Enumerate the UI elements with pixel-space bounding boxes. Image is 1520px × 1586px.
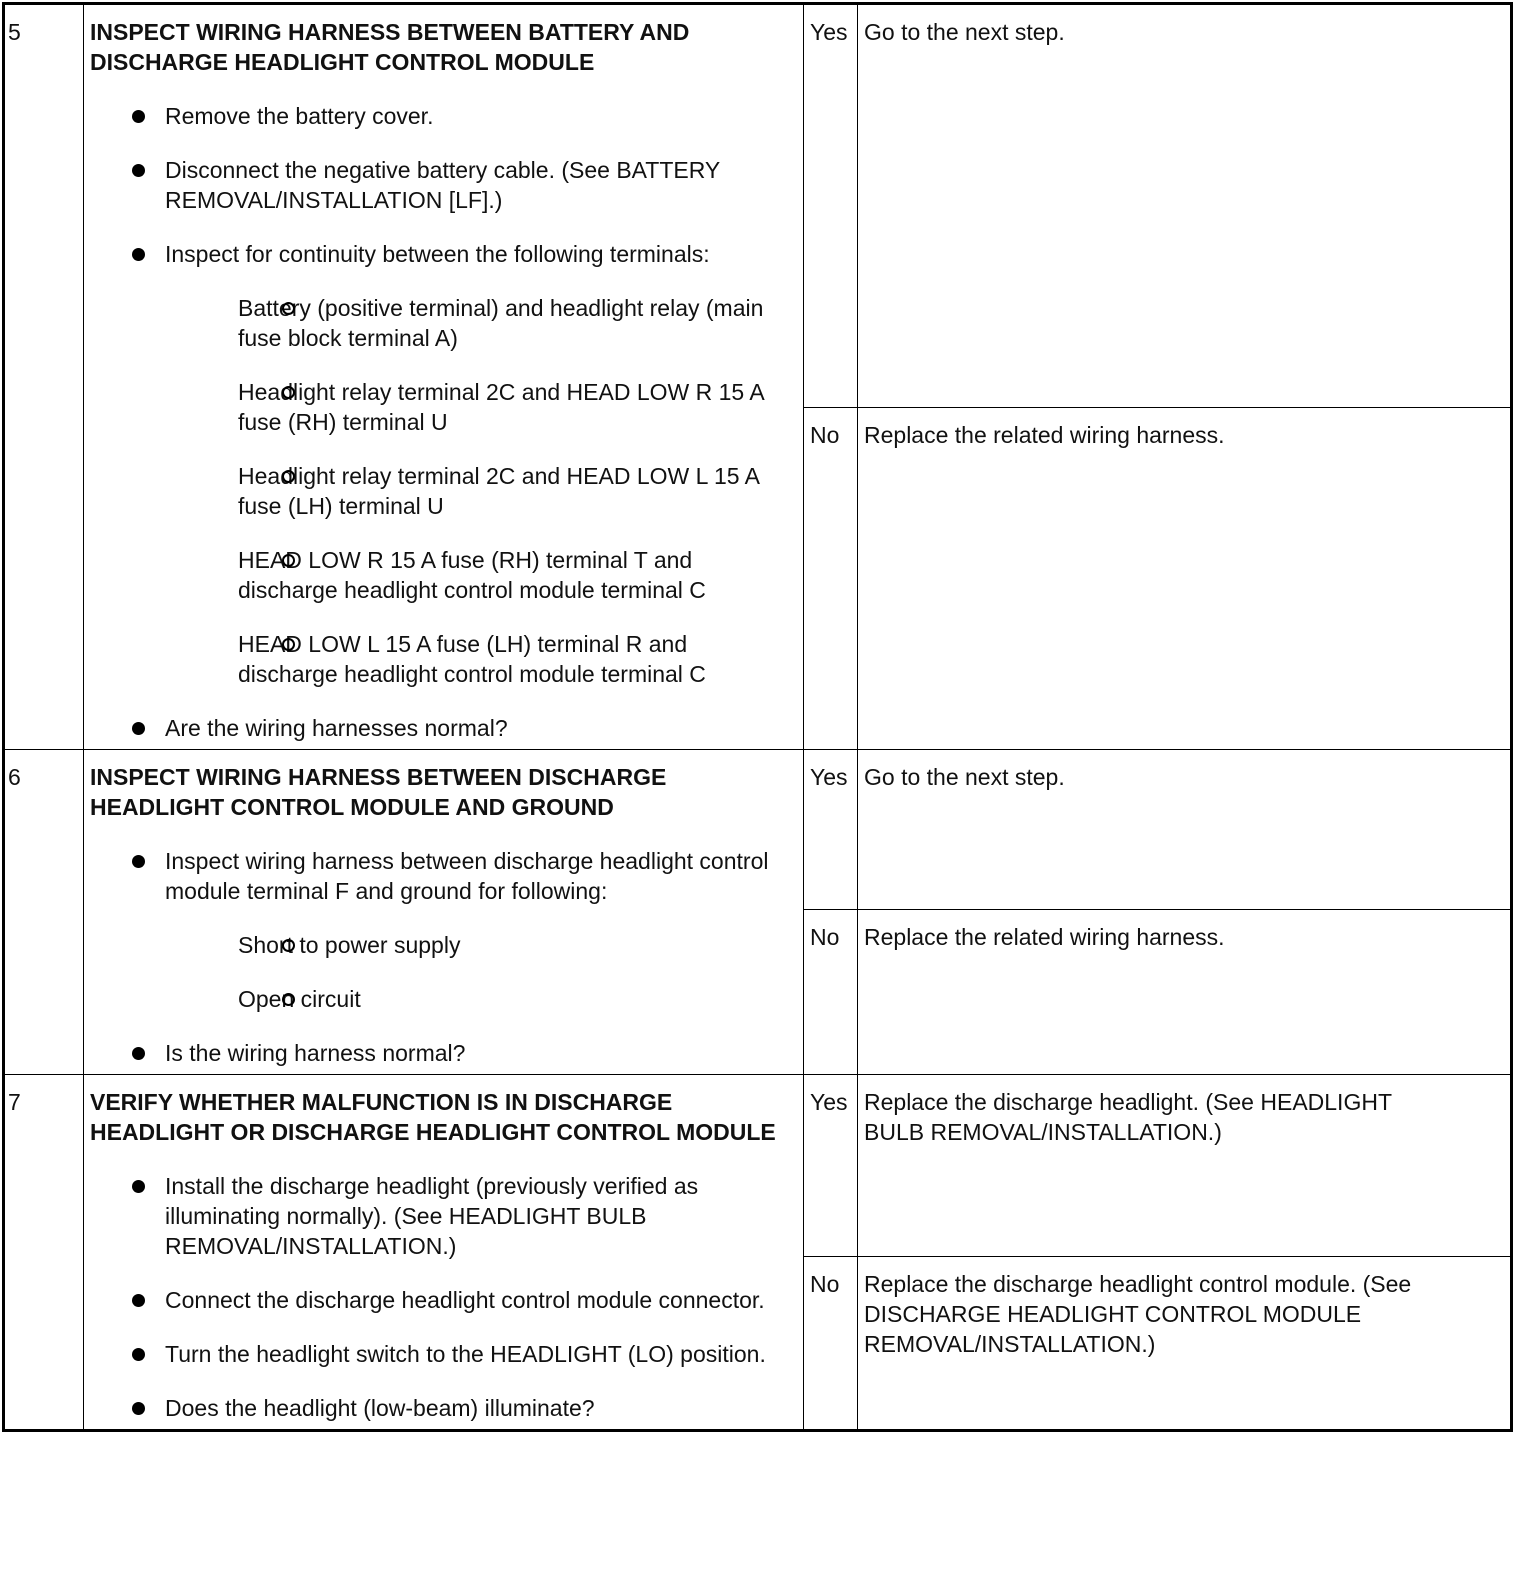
sub-bullet-item [164,629,779,689]
yes-label: Yes [804,4,858,408]
bullet-dot-icon [132,1180,145,1193]
sub-bullet-item [164,984,779,1014]
step-description [84,4,804,750]
sub-bullet-text: Short to power supply [238,932,461,958]
bullet-item [90,239,779,689]
no-label: No [804,408,858,750]
sub-bullet-item [164,545,779,605]
bullet-list [90,1171,779,1423]
bullet-text: Connect the discharge headlight control module connector. [165,1287,765,1313]
sub-bullet-item [164,461,779,521]
bullet-list [90,101,779,743]
step-row-yes [4,750,1512,910]
bullet-text: Install the discharge headlight (previously verified as illuminating normally). (See HEADLIGHT BULB REMOVAL/INSTALLATION.) [165,1173,699,1259]
no-label: No [804,910,858,1075]
bullet-item [90,155,779,215]
step-title: INSPECT WIRING HARNESS BETWEEN DISCHARGE HEADLIGHT CONTROL MODULE AND GROUND [90,764,667,820]
sub-bullet-text: Battery (positive terminal) and headlight relay (main fuse block terminal A) [238,295,764,351]
bullet-text: Turn the headlight switch to the HEADLIGHT (LO) position. [165,1341,766,1367]
sub-bullet-list [165,293,779,689]
bullet-item [90,101,779,131]
bullet-dot-icon [132,1402,145,1415]
bullet-text: Does the headlight (low-beam) illuminate? [165,1395,595,1421]
no-action: Replace the discharge headlight control module. (See DISCHARGE HEADLIGHT CONTROL MODULE REMOVAL/INSTALLATION.) [858,1257,1512,1431]
sub-bullet-list [165,930,779,1014]
bullet-dot-icon [132,1348,145,1361]
yes-action: Replace the discharge headlight. (See HEADLIGHT BULB REMOVAL/INSTALLATION.) [858,1075,1512,1257]
bullet-text: Disconnect the negative battery cable. (See BATTERY REMOVAL/INSTALLATION [LF].) [165,157,720,213]
bullet-item [90,1038,779,1068]
yes-label: Yes [804,1075,858,1257]
step-number: 5 [4,4,84,750]
sub-bullet-text: Headlight relay terminal 2C and HEAD LOW L 15 A fuse (LH) terminal U [238,463,759,519]
troubleshooting-table [2,2,1513,1432]
yes-action: Go to the next step. [858,4,1512,408]
bullet-list [90,846,779,1068]
bullet-item [90,1285,779,1315]
step-description [84,750,804,1075]
step-title: VERIFY WHETHER MALFUNCTION IS IN DISCHARGE HEADLIGHT OR DISCHARGE HEADLIGHT CONTROL MODULE [90,1089,776,1145]
bullet-dot-icon [132,855,145,868]
step-row-yes [4,1075,1512,1257]
bullet-dot-icon [132,1047,145,1060]
step-title: INSPECT WIRING HARNESS BETWEEN BATTERY AND DISCHARGE HEADLIGHT CONTROL MODULE [90,19,690,75]
sub-bullet-circle-icon [282,993,295,1006]
no-label: No [804,1257,858,1431]
bullet-dot-icon [132,1294,145,1307]
bullet-text: Is the wiring harness normal? [165,1040,466,1066]
bullet-text: Inspect wiring harness between discharge headlight control module terminal F and ground for following: [165,848,769,904]
troubleshooting-table-body [4,4,1512,1431]
sub-bullet-circle-icon [282,470,295,483]
sub-bullet-circle-icon [282,939,295,952]
sub-bullet-circle-icon [282,386,295,399]
sub-bullet-text: HEAD LOW L 15 A fuse (LH) terminal R and discharge headlight control module terminal C [238,631,706,687]
sub-bullet-item [164,377,779,437]
bullet-text: Remove the battery cover. [165,103,434,129]
sub-bullet-item [164,930,779,960]
bullet-item [90,1171,779,1261]
step-description [84,1075,804,1431]
step-row-yes [4,4,1512,408]
bullet-item [90,846,779,1014]
sub-bullet-item [164,293,779,353]
sub-bullet-circle-icon [282,302,295,315]
sub-bullet-text: HEAD LOW R 15 A fuse (RH) terminal T and discharge headlight control module terminal C [238,547,706,603]
yes-action: Go to the next step. [858,750,1512,910]
bullet-dot-icon [132,722,145,735]
bullet-item [90,1393,779,1423]
step-number: 6 [4,750,84,1075]
bullet-text: Inspect for continuity between the following terminals: [165,241,710,267]
step-number: 7 [4,1075,84,1431]
bullet-dot-icon [132,248,145,261]
sub-bullet-circle-icon [282,638,295,651]
bullet-item [90,1339,779,1369]
bullet-dot-icon [132,164,145,177]
sub-bullet-circle-icon [282,554,295,567]
no-action: Replace the related wiring harness. [858,910,1512,1075]
sub-bullet-text: Open circuit [238,986,361,1012]
bullet-text: Are the wiring harnesses normal? [165,715,508,741]
yes-label: Yes [804,750,858,910]
sub-bullet-text: Headlight relay terminal 2C and HEAD LOW R 15 A fuse (RH) terminal U [238,379,764,435]
bullet-dot-icon [132,110,145,123]
bullet-item [90,713,779,743]
no-action: Replace the related wiring harness. [858,408,1512,750]
